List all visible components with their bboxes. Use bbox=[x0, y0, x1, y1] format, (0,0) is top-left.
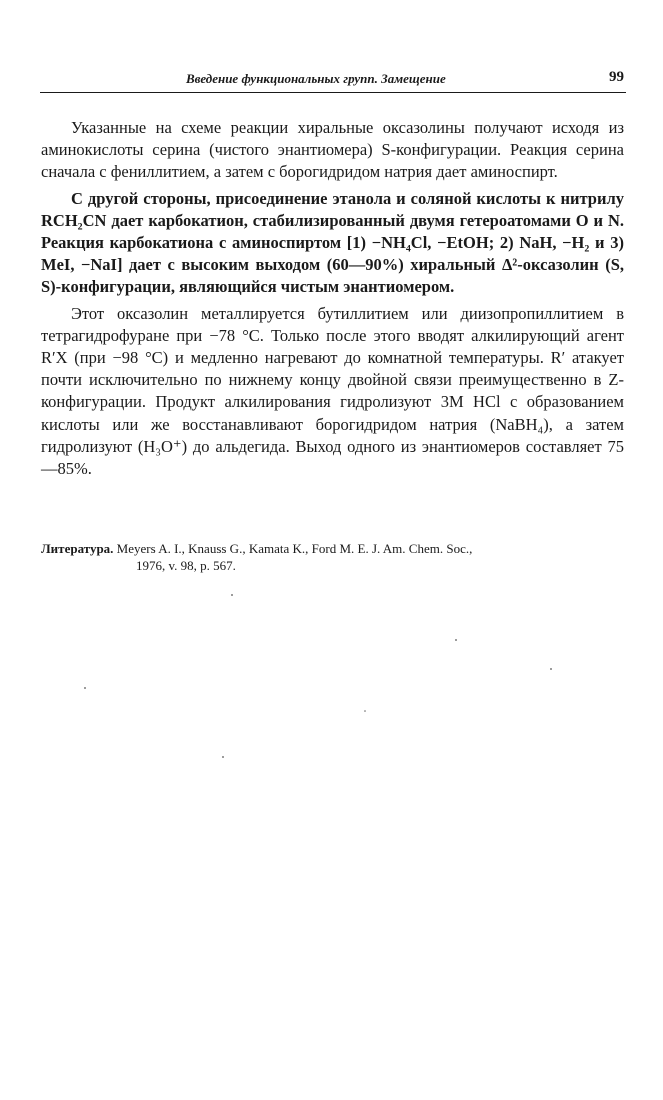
page-number: 99 bbox=[609, 69, 624, 85]
header-title: Введение функциональных групп. Замещение bbox=[186, 71, 446, 86]
references-line-2: 1976, v. 98, p. 567. bbox=[136, 558, 236, 573]
references-citation: Meyers A. I., Knauss G., Kamata K., Ford M. E. J. Am. Chem. Soc., bbox=[116, 541, 473, 556]
paragraph-2: С другой стороны, присоединение этанола и соляной кислоты к нитрилу RCH₂CN дает карбокатион, стабилизированный двумя гетероатомами O и N. Реакция карбокатиона с аминоспиртом [1) −NH₄Cl, −EtOH; 2) NaH, −H₂ и 3) MeI, −NaI] дает с высоким выходом (60—90%) хиральный Δ²-оксазолин (S, S)-конфигурации, являющийся чистым энантиомером. bbox=[41, 188, 624, 297]
paragraph-1: Указанные на схеме реакции хиральные оксазолины получают исходя из аминокислоты серина (чистого энантиомера) S-конфигурации. Реакция серина сначала с фениллитием, а затем с борогидридом натрия дает аминоспирт. bbox=[41, 118, 624, 182]
references-label: Литература. bbox=[41, 541, 114, 556]
paragraph-3: Этот оксазолин металлируется бутиллитием или диизопропиллитием в тетрагидрофуране при −78 °C. Только после этого вводят алкилирующий агент R′X (при −98 °C) и медленно нагревают до комнатной температуры. R′ атакует почти исключительно по нижнему концу двойной связи преимущественно в Z-конфигурации. Продукт алкилирования гидролизуют 3M HCl с образованием кислоты или же восстанавливают борогидридом натрия (NaBH₄), а затем гидролизуют (H₃O⁺) до альдегида. Выход одного из энантиомеров составляет 75—85%. bbox=[41, 303, 624, 479]
